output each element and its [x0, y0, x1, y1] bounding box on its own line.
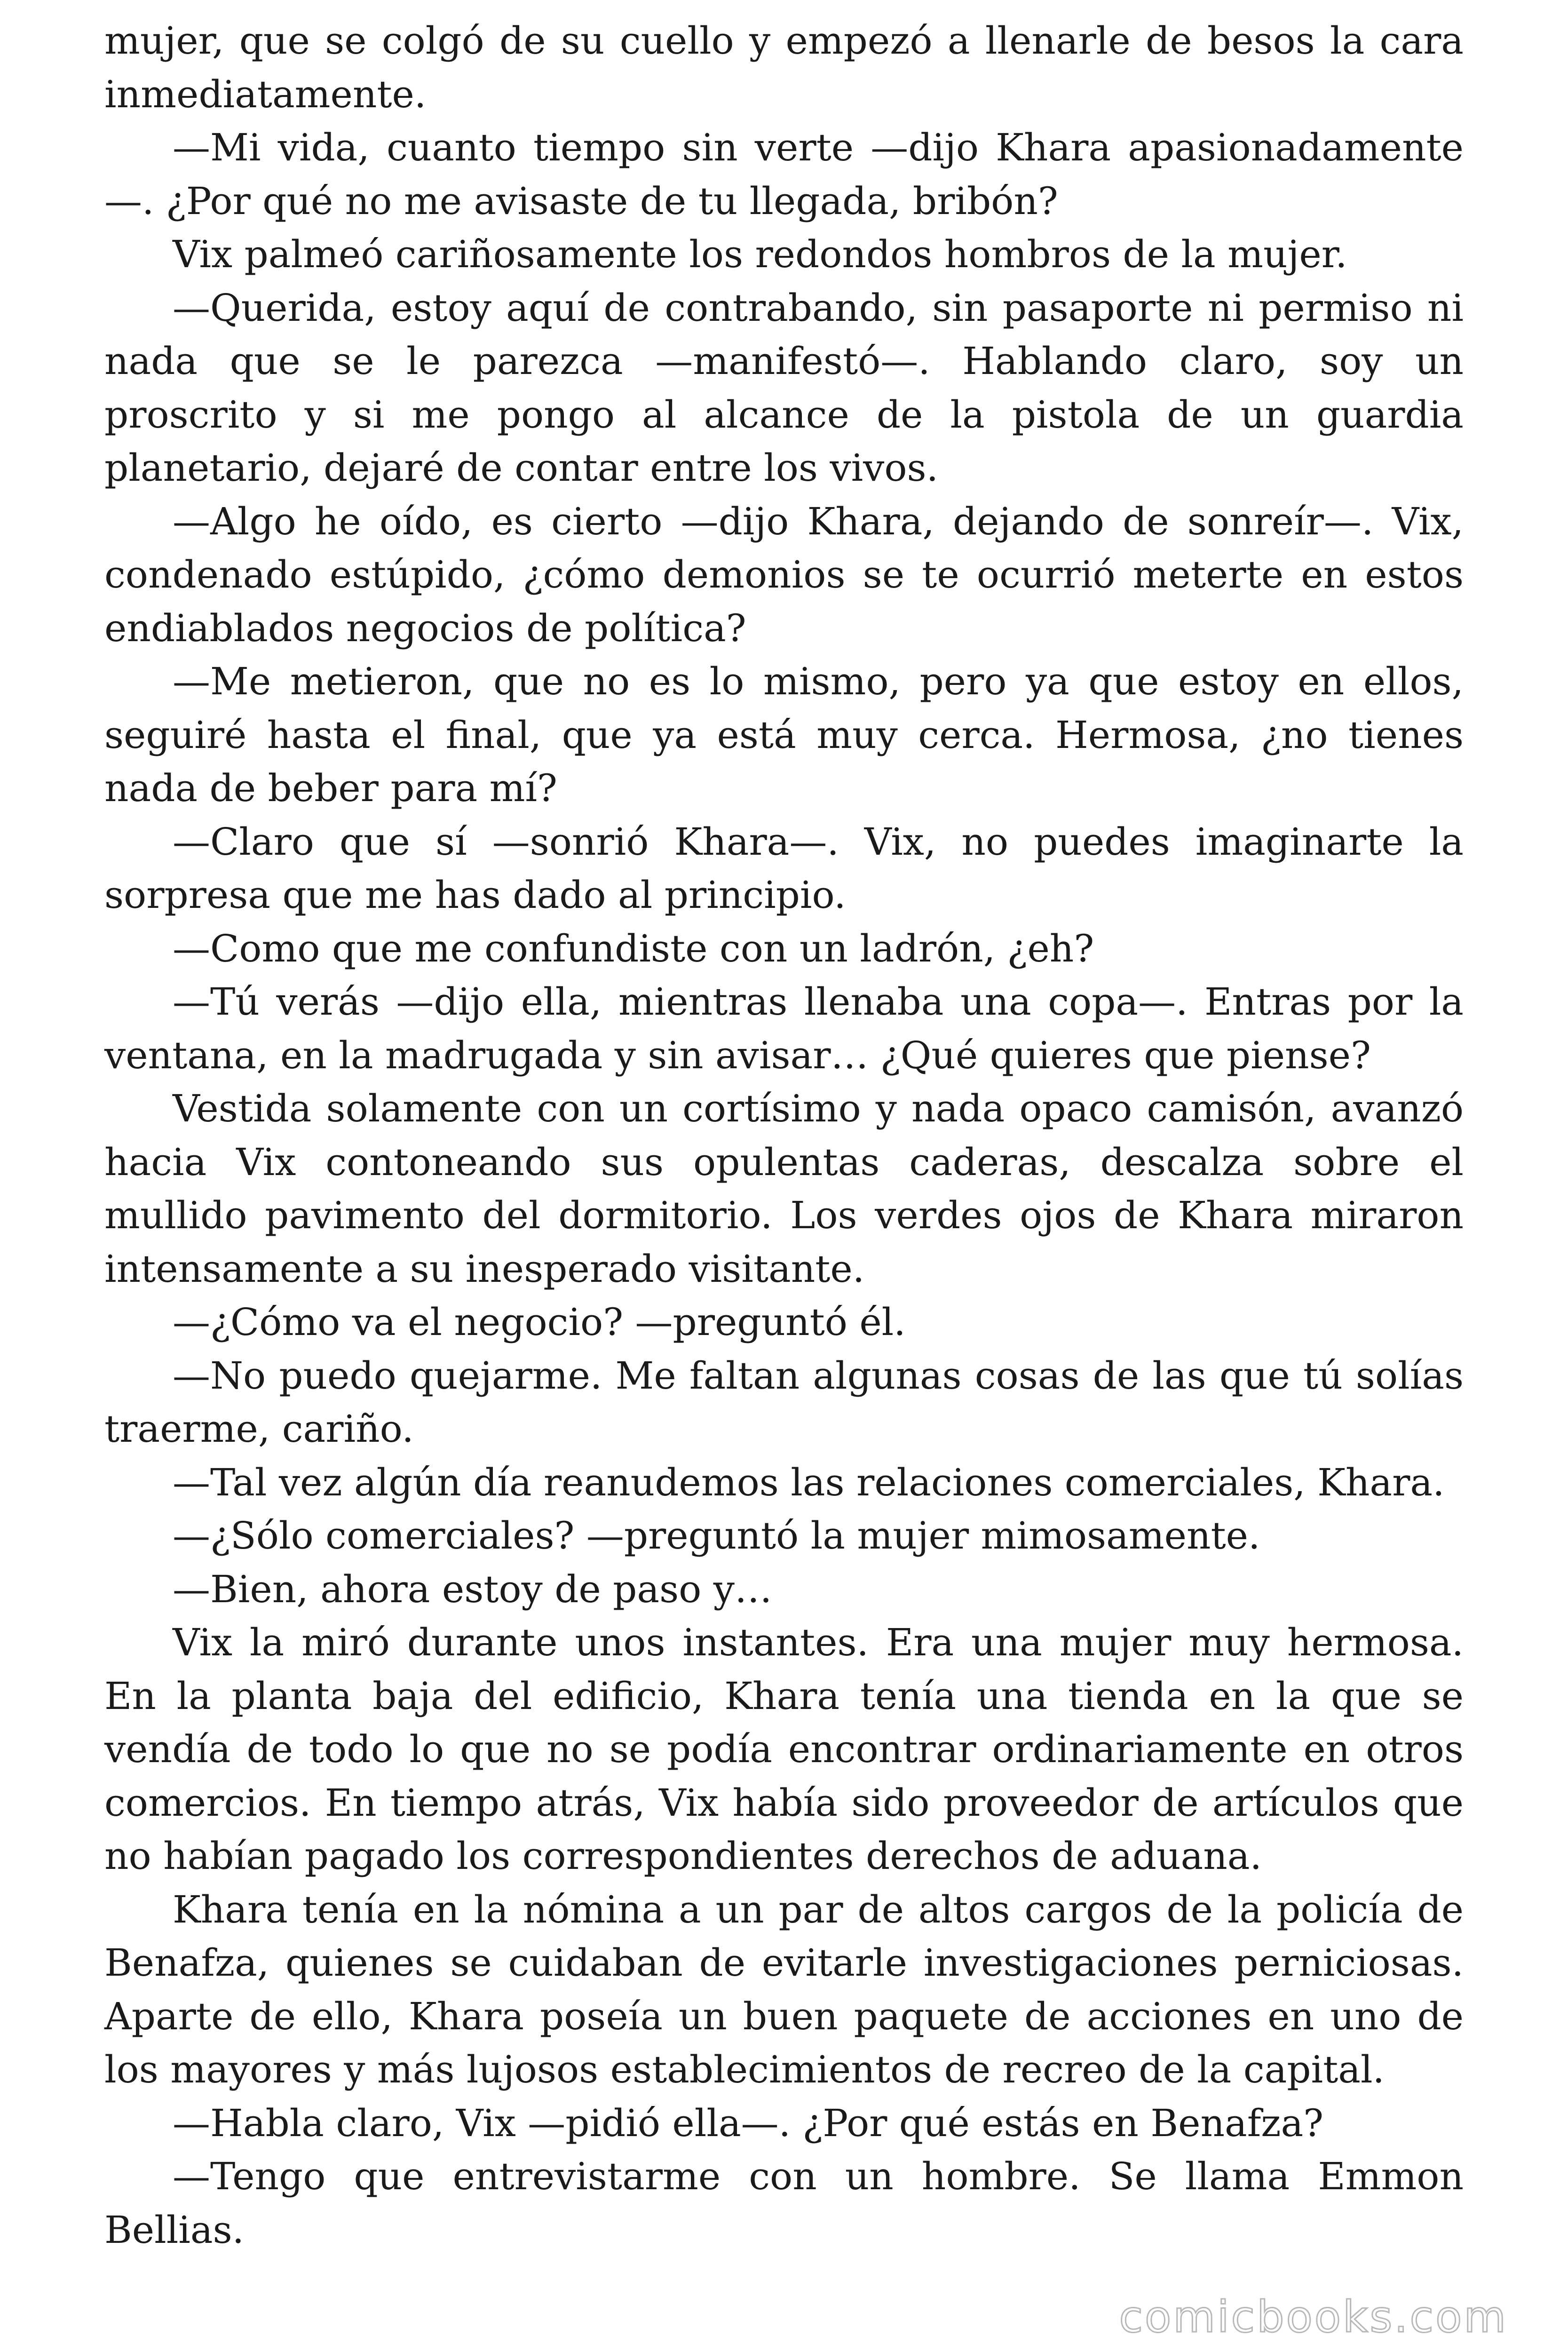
- paragraph: Vestida solamente con un cortísimo y nada opaco camisón, avanzó hacia Vix contoneando sus opulentas caderas, descalza sobre el mullido pavimento del dormitorio. Los verdes ojos de Khara miraron intensamente a su inesperado visitante.: [104, 1087, 1464, 1291]
- paragraph: Khara tenía en la nómina a un par de altos cargos de la policía de Benafza, quienes se cuidaban de evitarle investigaciones perniciosas. Aparte de ello, Khara poseía un buen paquete de acciones en uno de los mayores y más lujosos establecimientos de recreo de la capital.: [104, 1887, 1464, 2091]
- paragraph: —Tengo que entrevistarme con un hombre. Se llama Emmon Bellias.: [104, 2154, 1464, 2252]
- paragraph: —¿Cómo va el negocio? —preguntó él.: [173, 1300, 906, 1344]
- paragraph: —Tal vez algún día reanudemos las relaciones comerciales, Khara.: [173, 1460, 1445, 1504]
- paragraph: —¿Sólo comerciales? —preguntó la mujer mimosamente.: [173, 1514, 1260, 1557]
- paragraph: Vix la miró durante unos instantes. Era una mujer muy hermosa. En la planta baja del edificio, Khara tenía una tienda en la que se vendía de todo lo que no se podía encontrar ordinariamente en otros comercios. En tiempo atrás, Vix había sido proveedor de artículos que no habían pagado los correspondientes derechos de aduana.: [104, 1621, 1464, 1878]
- paragraph: mujer, que se colgó de su cuello y empezó a llenarle de besos la cara inmediatamente.: [104, 19, 1464, 116]
- paragraph: —Tú verás —dijo ella, mientras llenaba una copa—. Entras por la ventana, en la madrugada y sin avisar… ¿Qué quieres que piense?: [104, 980, 1464, 1077]
- paragraph: —Algo he oído, es cierto —dijo Khara, dejando de sonreír—. Vix, condenado estúpido, ¿cómo demonios se te ocurrió meterte en estos endiablados negocios de política?: [104, 499, 1464, 650]
- paragraph: —Bien, ahora estoy de paso y…: [173, 1567, 772, 1611]
- paragraph: —Querida, estoy aquí de contrabando, sin pasaporte ni permiso ni nada que se le parezca —manifestó—. Hablando claro, soy un proscrito y si me pongo al alcance de la pistola de un guardia planetario, dejaré de contar entre los vivos.: [104, 286, 1464, 490]
- paragraph: Vix palmeó cariñosamente los redondos hombros de la mujer.: [173, 232, 1347, 276]
- paragraph: —Mi vida, cuanto tiempo sin verte —dijo Khara apasionadamente —. ¿Por qué no me avisaste de tu llegada, bribón?: [104, 126, 1464, 223]
- body-text: [104, 14, 1464, 2257]
- watermark: comicbooks.com: [1119, 2292, 1508, 2342]
- paragraph: —Me metieron, que no es lo mismo, pero ya que estoy en ellos, seguiré hasta el final, que ya está muy cerca. Hermosa, ¿no tienes nada de beber para mí?: [104, 660, 1464, 810]
- paragraph: —Claro que sí —sonrió Khara—. Vix, no puedes imaginarte la sorpresa que me has dado al principio.: [104, 819, 1464, 917]
- paragraph: —No puedo quejarme. Me faltan algunas cosas de las que tú solías traerme, cariño.: [104, 1353, 1464, 1451]
- paragraph: —Habla claro, Vix —pidió ella—. ¿Por qué estás en Benafza?: [173, 2101, 1324, 2145]
- paragraph: —Como que me confundiste con un ladrón, ¿eh?: [173, 926, 1094, 970]
